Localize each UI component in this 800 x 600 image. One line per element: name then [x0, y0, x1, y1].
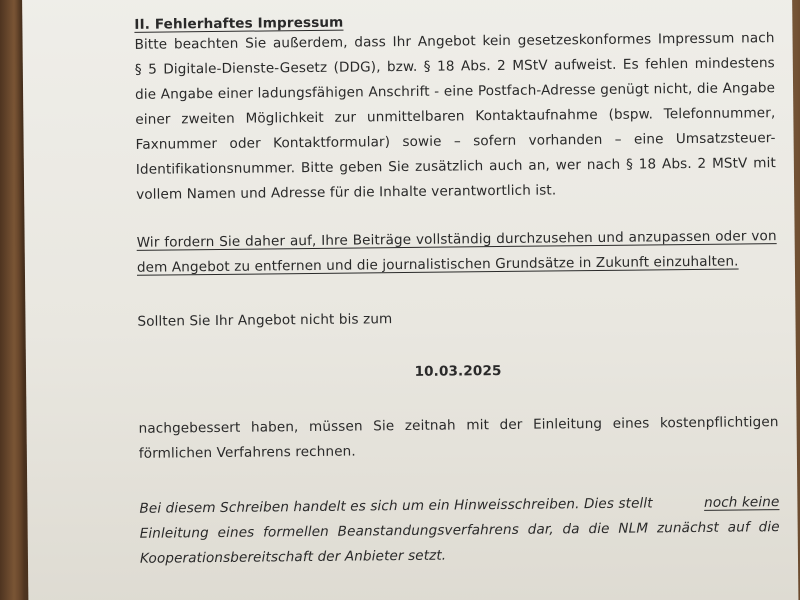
demand-line-2: dem Angebot zu entfernen und die journalistischen Grundsätze in Zukunft einzuhalten.	[136, 253, 739, 276]
deadline-line-1: nachgebessert haben, müssen Sie zeitnah mit der Einleitung eines kostenpflichtigen	[138, 414, 779, 437]
notice-line-1-prefix: Bei diesem Schreiben handelt es sich um ein Hinweisschreiben. Dies stellt	[139, 495, 653, 517]
demand-line-1: Wir fordern Sie daher auf, Ihre Beiträge vollständig durchzusehen und anzupassen oder von	[136, 228, 777, 251]
section-line-1: Bitte beachten Sie außerdem, dass Ihr Angebot kein gesetzeskonformes Impressum nach	[134, 30, 775, 53]
section-line-3: die Angabe einer ladungsfähigen Anschrift - eine Postfach-Adresse genügt nicht, die Angabe	[135, 80, 776, 103]
deadline-intro: Sollten Sie Ihr Angebot nicht bis zum	[137, 311, 393, 330]
section-line-5: Faxnummer oder Kontaktformular) sowie – sofern vorhanden – eine Umsatzsteuer-	[135, 130, 776, 153]
notice-line-3: Kooperationsbereitschaft der Anbieter setzt.	[139, 547, 447, 567]
section-line-6: Identifikationsnummer. Bitte geben Sie zusätzlich auch an, wer nach § 18 Abs. 2 MStV mit	[135, 155, 776, 178]
section-line-7: vollem Namen und Adresse für die Inhalte verantwortlich ist.	[136, 182, 557, 203]
section-heading: II. Fehlerhaftes Impressum	[134, 14, 344, 33]
notice-underlined-phrase: noch keine	[703, 494, 780, 511]
letter-page	[22, 0, 798, 600]
notice-line-2: Einleitung eines formellen Beanstandungsverfahrens dar, da die NLM zunächst auf die	[139, 519, 780, 542]
section-line-4: einer zweiten Möglichkeit zur unmittelbaren Kontaktaufnahme (bspw. Telefonnummer,	[135, 105, 776, 128]
notice-line-1	[139, 494, 779, 517]
section-line-2: § 5 Digitale-Dienste-Gesetz (DDG), bzw. § 18 Abs. 2 MStV aufweist. Es fehlen mindestens	[134, 55, 775, 78]
deadline-line-2: förmlichen Verfahrens rechnen.	[138, 443, 356, 462]
deadline-date: 10.03.2025	[414, 362, 502, 380]
